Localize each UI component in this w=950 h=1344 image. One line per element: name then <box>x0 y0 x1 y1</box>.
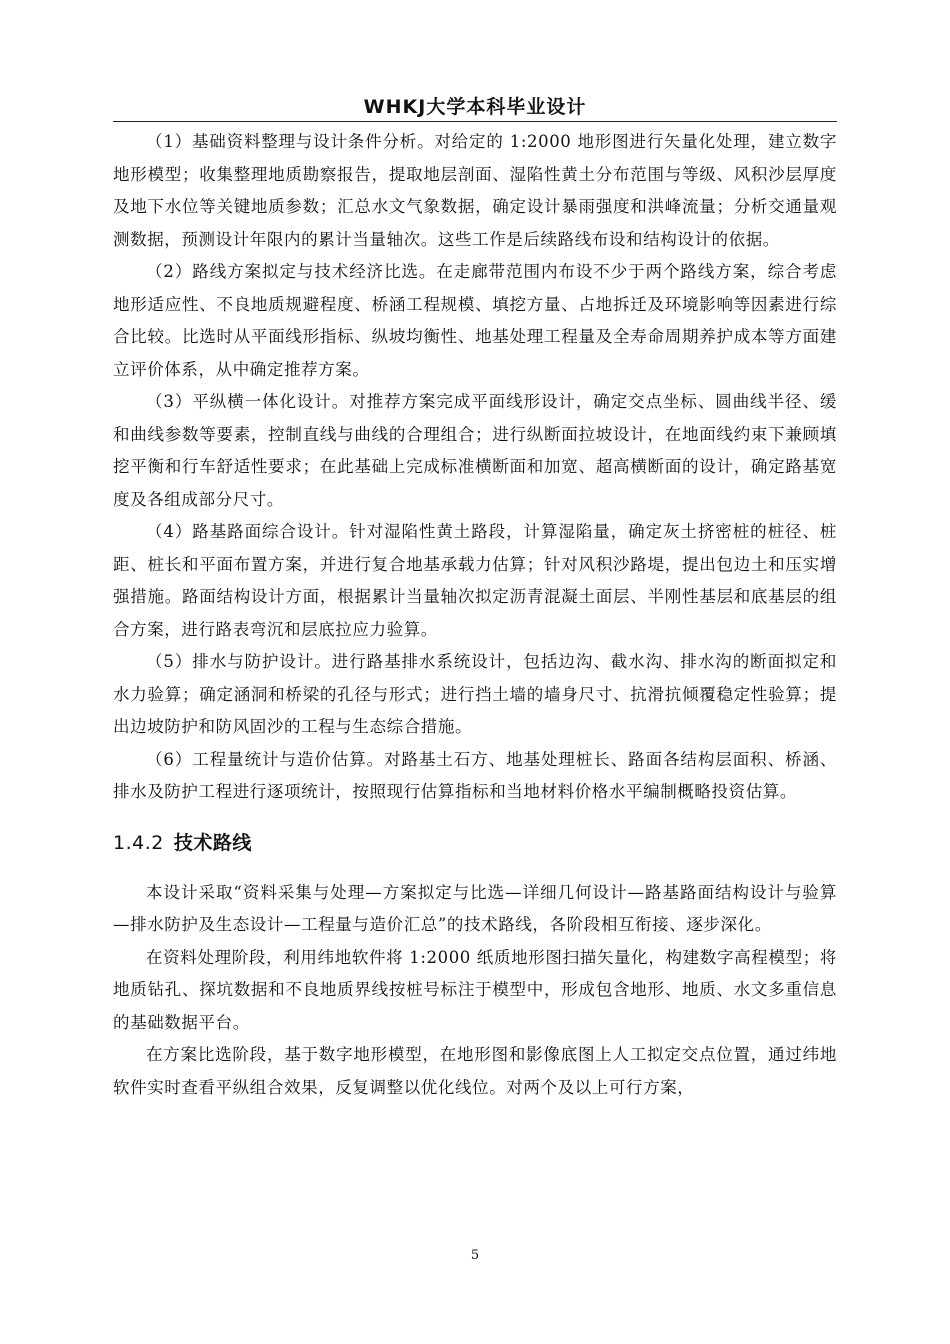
paragraph-basic-data-analysis: （1）基础资料整理与设计条件分析。对给定的 1:2000 地形图进行矢量化处理，建立数字地形模型；收集整理地质勘察报告，提取地层剖面、湿陷性黄土分布范围与等级、风积沙层厚度及地下水位等关键地质参数；汇总水文气象数据，确定设计暴雨强度和洪峰流量；分析交通量观测数据，预测设计年限内的累计当量轴次。这些工作是后续路线布设和结构设计的依据。 <box>113 132 837 249</box>
paragraph-data-processing-stage: 在资料处理阶段，利用纬地软件将 1:2000 纸质地形图扫描矢量化，构建数字高程模型；将地质钻孔、探坑数据和不良地质界线按桩号标注于模型中，形成包含地形、地质、水文多重信息的基础数据平台。 <box>113 947 837 1032</box>
paragraph-technical-route-overview: 本设计采取“资料采集与处理—方案拟定与比选—详细几何设计—路基路面结构设计与验算—排水防护及生态设计—工程量与造价汇总”的技术路线，各阶段相互衔接、逐步深化。 <box>113 882 837 934</box>
section-heading <box>113 827 837 859</box>
paragraph-subgrade-pavement-design: （4）路基路面综合设计。针对湿陷性黄土路段，计算湿陷量，确定灰土挤密桩的桩径、桩距、桩长和平面布置方案，并进行复合地基承载力估算；针对风积沙路堤，提出包边土和压实增强措施。路面结构设计方面，根据累计当量轴次拟定沥青混凝土面层、半刚性基层和底基层的组合方案，进行路表弯沉和层底拉应力验算。 <box>113 522 837 639</box>
page-header-title: WHKJ大学本科毕业设计 <box>363 96 587 118</box>
page-body <box>113 126 837 1104</box>
page-number: 5 <box>470 1248 480 1263</box>
header-divider <box>113 121 837 122</box>
paragraph-scheme-comparison-stage: 在方案比选阶段，基于数字地形模型，在地形图和影像底图上人工拟定交点位置，通过纬地软件实时查看平纵组合效果，反复调整以优化线位。对两个及以上可行方案， <box>113 1045 837 1097</box>
paragraph-drainage-protection-design: （5）排水与防护设计。进行路基排水系统设计，包括边沟、截水沟、排水沟的断面拟定和水力验算；确定涵洞和桥梁的孔径与形式；进行挡土墙的墙身尺寸、抗滑抗倾覆稳定性验算；提出边坡防护和防风固沙的工程与生态综合措施。 <box>113 652 837 736</box>
paragraph-quantity-cost-estimate: （6）工程量统计与造价估算。对路基土石方、地基处理桩长、路面各结构层面积、桥涵、排水及防护工程进行逐项统计，按照现行估算指标和当地材料价格水平编制概略投资估算。 <box>113 749 837 801</box>
section-title: 技术路线 <box>173 831 252 854</box>
section-number: 1.4.2 <box>113 831 164 854</box>
paragraph-integrated-geometric-design: （3）平纵横一体化设计。对推荐方案完成平面线形设计，确定交点坐标、圆曲线半径、缓和曲线参数等要素，控制直线与曲线的合理组合；进行纵断面拉坡设计，在地面线约束下兼顾填挖平衡和行车舒适性要求；在此基础上完成标准横断面和加宽、超高横断面的设计，确定路基宽度及各组成部分尺寸。 <box>113 392 837 509</box>
paragraph-route-scheme-comparison: （2）路线方案拟定与技术经济比选。在走廊带范围内布设不少于两个路线方案，综合考虑地形适应性、不良地质规避程度、桥涵工程规模、填挖方量、占地拆迁及环境影响等因素进行综合比较。比选时从平面线形指标、纵坡均衡性、地基处理工程量及全寿命周期养护成本等方面建立评价体系，从中确定推荐方案。 <box>113 262 837 379</box>
